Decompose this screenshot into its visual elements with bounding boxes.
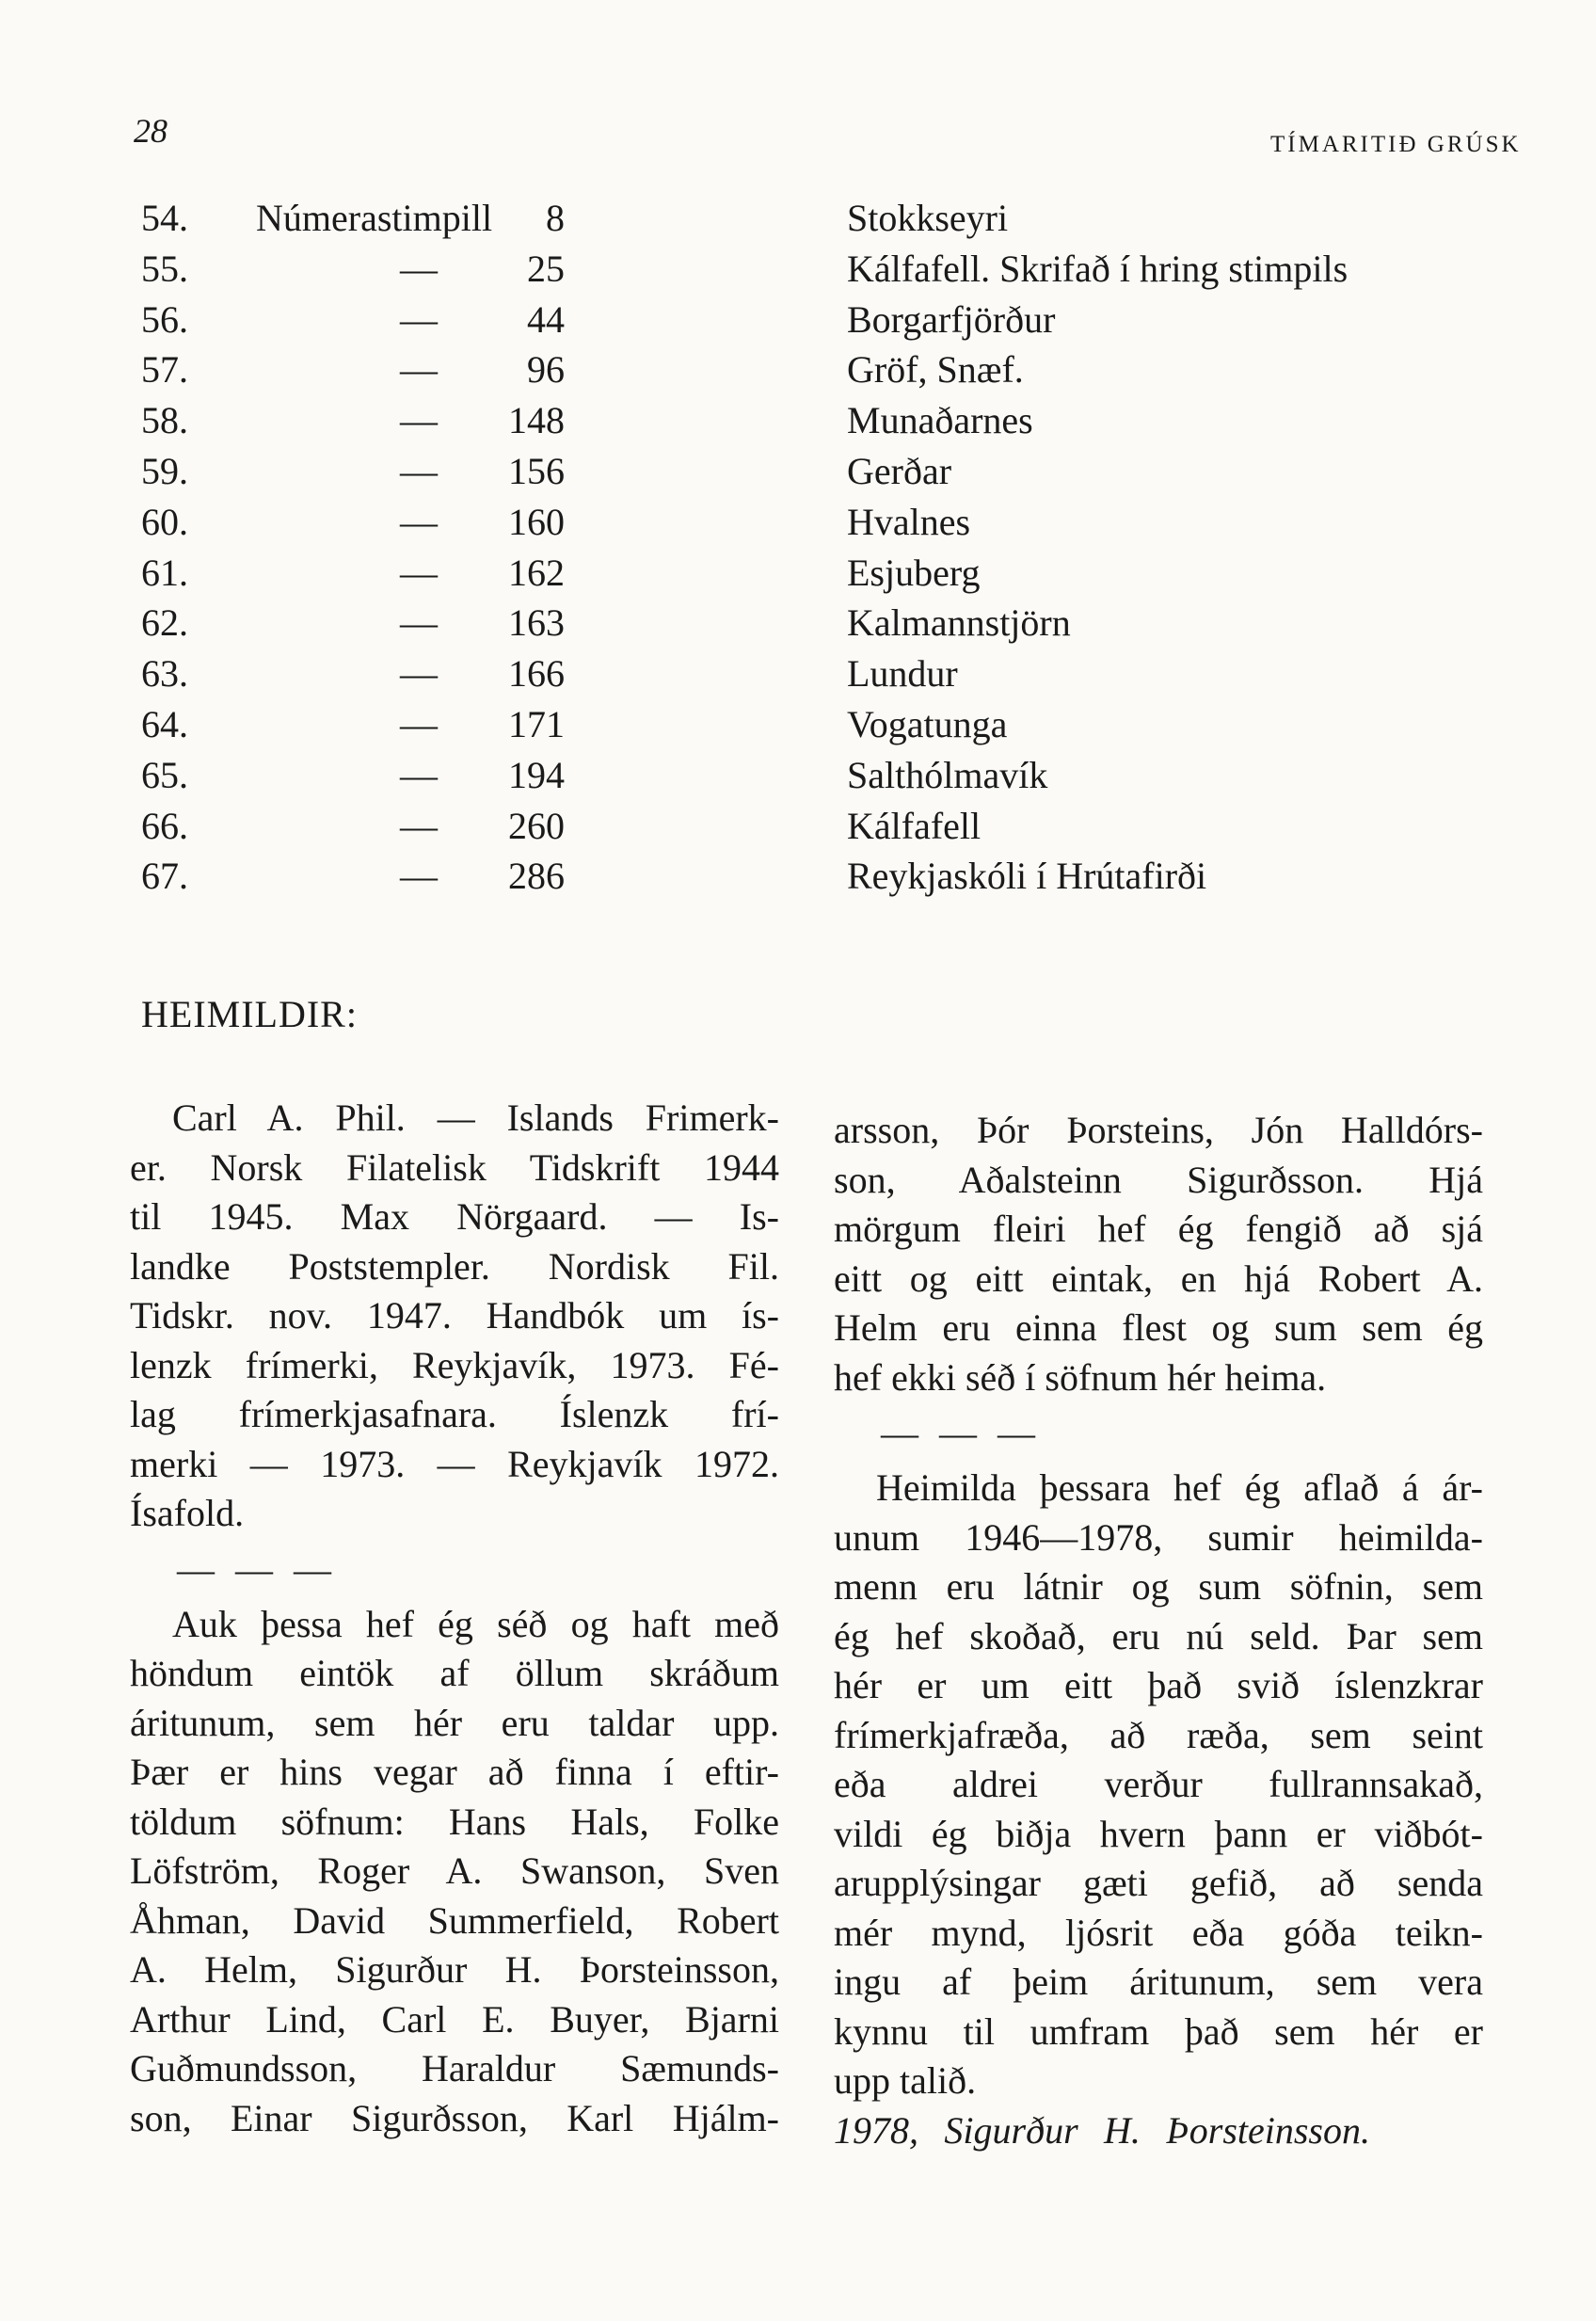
row-number: 62. <box>141 601 188 645</box>
stamp-number: 166 <box>508 652 565 696</box>
ditto-dash: — <box>400 753 438 796</box>
text-line: ingu af þeim áritunum, sem vera <box>834 1961 1483 2003</box>
text-line: arsson, Þór Þorsteins, Jón Halldórs- <box>834 1109 1483 1151</box>
list-row <box>141 548 1317 599</box>
stamp-number: 260 <box>508 804 565 847</box>
text-line: son, Einar Sigurðsson, Karl Hjálm- <box>130 2096 779 2139</box>
row-number: 55. <box>141 247 188 290</box>
text-line: Helm eru einna flest og sum sem ég <box>834 1306 1483 1349</box>
place-name: Kálfafell <box>847 804 982 847</box>
text-line: Åhman, David Summerfield, Robert <box>130 1898 779 1942</box>
stamp-number: 286 <box>508 855 565 898</box>
stamp-number: 8 <box>546 197 565 239</box>
ditto-dash: — <box>400 702 438 745</box>
ditto-dash: — <box>400 804 438 847</box>
place-name: Gerðar <box>847 449 952 492</box>
row-number: 58. <box>141 399 188 442</box>
ditto-dash: — <box>400 551 438 594</box>
stamp-type: Númerastimpill <box>256 197 493 239</box>
stamp-number: 171 <box>508 702 565 745</box>
running-head: TÍMARITIÐ GRÚSK <box>1270 132 1522 157</box>
row-number: 65. <box>141 753 188 796</box>
row-number: 60. <box>141 500 188 543</box>
list-row <box>141 446 1317 497</box>
row-number: 61. <box>141 551 188 594</box>
list-row <box>141 193 1317 244</box>
row-number: 64. <box>141 702 188 745</box>
text-line: landke Poststempler. Nordisk Fil. <box>130 1244 779 1288</box>
text-line: unum 1946—1978, sumir heimilda- <box>834 1515 1483 1559</box>
row-number: 67. <box>141 855 188 898</box>
section-separator: — — — <box>177 1547 337 1591</box>
text-line: hef ekki séð í söfnum hér heima. <box>834 1355 1327 1399</box>
place-name: Munaðarnes <box>847 399 1033 442</box>
list-row <box>141 801 1317 852</box>
text-line: lag frímerkjasafnara. Íslenzk frí- <box>130 1393 779 1435</box>
text-line: menn eru látnir og sum söfnin, sem <box>834 1565 1483 1608</box>
page-number: 28 <box>134 112 168 150</box>
ditto-dash: — <box>400 399 438 442</box>
place-name: Reykjaskóli í Hrútafirði <box>847 855 1207 898</box>
postmark-list <box>141 193 1349 902</box>
list-row <box>141 497 1317 548</box>
list-row <box>141 598 1317 648</box>
text-line: Arthur Lind, Carl E. Buyer, Bjarni <box>130 1997 779 2041</box>
ditto-dash: — <box>400 855 438 898</box>
text-line: upp talið. <box>834 2059 977 2102</box>
ditto-dash: — <box>400 297 438 341</box>
place-name: Salthólmavík <box>847 753 1048 796</box>
list-row <box>141 244 1349 295</box>
text-line: Löfström, Roger A. Swanson, Sven <box>130 1849 779 1892</box>
text-line: áritunum, sem hér eru taldar upp. <box>130 1701 779 1744</box>
stamp-number: 194 <box>508 753 565 796</box>
text-line: mér mynd, ljósrit eða góða teikn- <box>834 1911 1483 1954</box>
text-line: arupplýsingar gæti gefið, að senda <box>834 1862 1483 1904</box>
text-line: eða aldrei verður fullrannsakað, <box>834 1763 1483 1805</box>
text-line: kynnu til umfram það sem hér er <box>834 2009 1483 2053</box>
list-row <box>141 699 1317 750</box>
ditto-dash: — <box>400 348 438 392</box>
list-row <box>141 295 1317 345</box>
text-line: mörgum fleiri hef ég fengið að sjá <box>834 1208 1483 1250</box>
text-line: Þær er hins vegar að finna í eftir- <box>130 1751 779 1793</box>
place-name: Kalmannstjörn <box>847 601 1071 645</box>
text-line: er. Norsk Filatelisk Tidskrift 1944 <box>130 1145 779 1189</box>
place-name: Gröf, Snæf. <box>847 348 1024 392</box>
text-line: merki — 1973. — Reykjavík 1972. <box>130 1442 779 1485</box>
row-number: 57. <box>141 348 188 392</box>
list-row <box>141 851 1317 902</box>
text-line: son, Aðalsteinn Sigurðsson. Hjá <box>834 1158 1483 1201</box>
row-number: 59. <box>141 449 188 492</box>
text-line: höndum eintök af öllum skráðum <box>130 1652 779 1694</box>
place-name: Esjuberg <box>847 551 981 594</box>
stamp-number: 148 <box>508 399 565 442</box>
text-line: til 1945. Max Nörgaard. — Is- <box>130 1195 779 1238</box>
stamp-number: 156 <box>508 449 565 492</box>
signature: 1978, Sigurður H. Þorsteinsson. <box>834 2108 1370 2152</box>
list-row <box>141 648 1317 699</box>
list-row <box>141 344 1317 395</box>
row-number: 66. <box>141 804 188 847</box>
ditto-dash: — <box>400 247 438 290</box>
right-column <box>834 1106 1483 2155</box>
place-name: Kálfafell. Skrifað í hring stimpils <box>847 247 1349 290</box>
row-number: 56. <box>141 297 188 341</box>
place-name: Vogatunga <box>847 702 1008 745</box>
stamp-number: 44 <box>527 297 565 341</box>
row-number: 63. <box>141 652 188 696</box>
sources-heading: HEIMILDIR: <box>141 993 358 1035</box>
text-line: A. Helm, Sigurður H. Þorsteinsson, <box>130 1948 779 1991</box>
place-name: Stokkseyri <box>847 197 1009 239</box>
list-row <box>141 750 1317 801</box>
text-line: Heimilda þessara hef ég aflað á ár- <box>876 1466 1483 1509</box>
row-number: 54. <box>141 197 188 239</box>
text-line: lenzk frímerki, Reykjavík, 1973. Fé- <box>130 1343 779 1386</box>
text-line: Ísafold. <box>130 1492 245 1534</box>
stamp-number: 163 <box>508 601 565 645</box>
text-line: hér er um eitt það svið íslenzkrar <box>834 1664 1483 1706</box>
stamp-number: 160 <box>508 500 565 543</box>
text-line: ég hef skoðað, eru nú seld. Þar sem <box>834 1614 1483 1657</box>
place-name: Hvalnes <box>847 500 971 543</box>
section-separator: — — — <box>881 1412 1041 1454</box>
stamp-number: 162 <box>508 551 565 594</box>
stamp-number: 96 <box>527 348 565 392</box>
text-line: töldum söfnum: Hans Hals, Folke <box>130 1800 779 1843</box>
place-name: Lundur <box>847 652 958 696</box>
text-line: Tidskr. nov. 1947. Handbók um ís- <box>130 1294 779 1337</box>
stamp-number: 25 <box>527 247 565 290</box>
ditto-dash: — <box>400 652 438 696</box>
text-line: frímerkjafræða, að ræða, sem seint <box>834 1713 1483 1756</box>
left-column <box>130 1094 779 2143</box>
text-line: eitt og eitt eintak, en hjá Robert A. <box>834 1257 1483 1300</box>
text-line: vildi ég biðja hvern þann er viðbót- <box>834 1812 1483 1855</box>
ditto-dash: — <box>400 500 438 543</box>
place-name: Borgarfjörður <box>847 297 1056 341</box>
text-line: Guðmundsson, Haraldur Sæmunds- <box>130 2047 779 2089</box>
ditto-dash: — <box>400 449 438 492</box>
text-line: Auk þessa hef ég séð og haft með <box>172 1602 779 1645</box>
ditto-dash: — <box>400 601 438 645</box>
list-row <box>141 395 1317 446</box>
text-line: Carl A. Phil. — Islands Frimerk- <box>172 1096 779 1139</box>
